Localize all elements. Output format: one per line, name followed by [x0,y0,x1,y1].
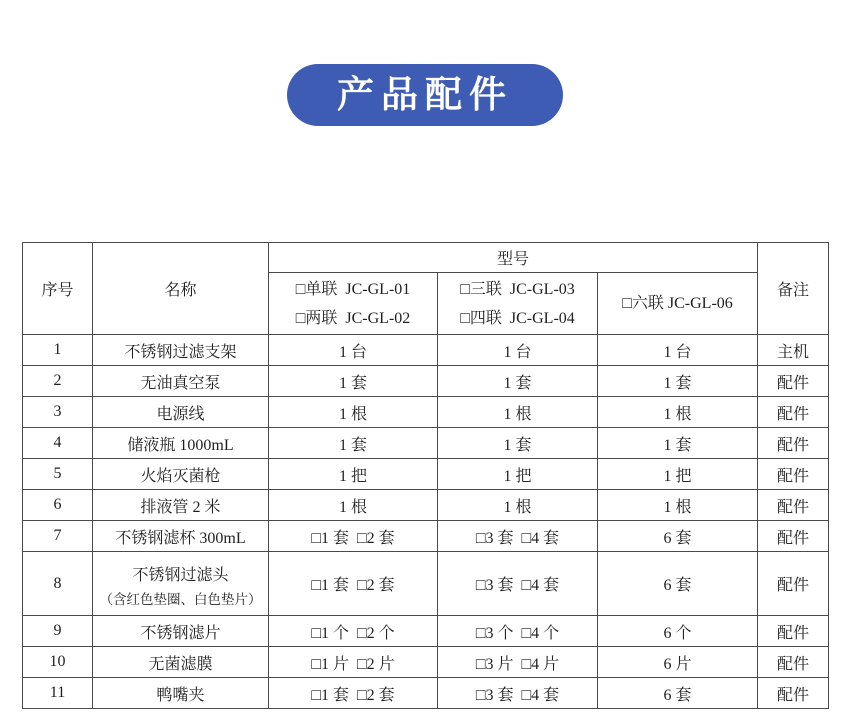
remark-cell: 配件 [758,521,829,552]
col-header-model-group: 型号 [269,243,758,273]
row-index-cell: 1 [23,335,93,366]
model-qty-cell: 1 根 [269,397,438,428]
table-row [23,490,829,521]
model-qty-cell: 1 台 [269,335,438,366]
row-index-cell: 4 [23,428,93,459]
row-index-cell: 6 [23,490,93,521]
table-row [23,616,829,647]
model-qty-cell: □1 个 □2 个 [269,616,438,647]
item-name: 无菌滤膜 [148,655,213,673]
row-index-cell: 11 [23,678,93,709]
item-name-cell [93,335,269,366]
item-name-cell [93,521,269,552]
model-qty-cell: 1 套 [269,428,438,459]
item-name-cell [93,428,269,459]
item-name-note: （含红色垫圈、白色垫片） [99,591,262,607]
remark-cell: 配件 [758,490,829,521]
row-index-cell: 2 [23,366,93,397]
col-header-model-option: □单联 JC-GL-01 □两联 JC-GL-02 [269,273,438,335]
model-qty-cell: □3 套 □4 套 [438,678,598,709]
row-index-cell: 5 [23,459,93,490]
model-qty-cell: 1 把 [438,459,598,490]
item-name: 鸭嘴夹 [156,686,205,704]
model-qty-cell: □3 片 □4 片 [438,647,598,678]
model-qty-cell: 6 套 [598,678,758,709]
item-name: 不锈钢过滤支架 [124,343,237,361]
model-qty-cell: □1 套 □2 套 [269,678,438,709]
table-row [23,459,829,490]
item-name: 储液瓶 1000mL [127,436,234,454]
accessories-table-wrap [22,242,828,709]
model-qty-cell: 6 片 [598,647,758,678]
table-row [23,521,829,552]
remark-cell: 配件 [758,428,829,459]
item-name-cell [93,647,269,678]
model-qty-cell: □3 套 □4 套 [438,521,598,552]
model-qty-cell: □1 套 □2 套 [269,552,438,616]
col-header-remark: 备注 [758,243,829,335]
remark-cell: 配件 [758,552,829,616]
model-qty-cell: 6 套 [598,521,758,552]
item-name-cell [93,459,269,490]
row-index-cell: 9 [23,616,93,647]
model-qty-cell: 1 套 [598,366,758,397]
item-name: 不锈钢过滤头 [132,566,229,584]
remark-cell: 配件 [758,366,829,397]
remark-cell: 配件 [758,459,829,490]
table-row [23,366,829,397]
row-index-cell: 7 [23,521,93,552]
model-qty-cell: 1 根 [598,397,758,428]
col-header-model-option: □六联 JC-GL-06 [598,273,758,335]
remark-cell: 配件 [758,397,829,428]
model-qty-cell: □1 片 □2 片 [269,647,438,678]
remark-cell: 配件 [758,678,829,709]
model-qty-cell: □1 套 □2 套 [269,521,438,552]
model-qty-cell: 1 套 [269,366,438,397]
item-name-cell [93,678,269,709]
item-name-cell [93,552,269,616]
row-index-cell: 10 [23,647,93,678]
col-header-model-option: □三联 JC-GL-03 □四联 JC-GL-04 [438,273,598,335]
model-qty-cell: □3 套 □4 套 [438,552,598,616]
model-qty-cell: □3 个 □4 个 [438,616,598,647]
section-title-badge: 产品配件 [287,64,563,126]
model-qty-cell: 1 套 [598,428,758,459]
table-row [23,335,829,366]
item-name: 排液管 2 米 [140,498,221,516]
model-qty-cell: 1 把 [269,459,438,490]
model-qty-cell: 6 套 [598,552,758,616]
remark-cell: 配件 [758,647,829,678]
model-qty-cell: 1 根 [598,490,758,521]
item-name: 不锈钢滤杯 300mL [115,529,246,547]
col-header-name: 名称 [93,243,269,335]
model-qty-cell: 1 把 [598,459,758,490]
row-index-cell: 3 [23,397,93,428]
item-name-cell [93,397,269,428]
item-name-cell [93,616,269,647]
model-qty-cell: 1 台 [438,335,598,366]
model-qty-cell: 1 套 [438,366,598,397]
item-name: 不锈钢滤片 [140,624,221,642]
table-row [23,647,829,678]
model-qty-cell: 1 套 [438,428,598,459]
remark-cell: 主机 [758,335,829,366]
item-name: 电源线 [156,405,205,423]
table-row [23,552,829,616]
model-qty-cell: 1 根 [269,490,438,521]
table-row [23,428,829,459]
model-qty-cell: 1 根 [438,490,598,521]
table-row [23,678,829,709]
item-name-cell [93,366,269,397]
badge-row [0,64,850,126]
item-name: 火焰灭菌枪 [140,467,221,485]
item-name: 无油真空泵 [140,374,221,392]
col-header-index: 序号 [23,243,93,335]
item-name-cell [93,490,269,521]
table-row [23,397,829,428]
model-qty-cell: 1 根 [438,397,598,428]
accessories-table [22,242,829,709]
remark-cell: 配件 [758,616,829,647]
row-index-cell: 8 [23,552,93,616]
model-qty-cell: 6 个 [598,616,758,647]
model-qty-cell: 1 台 [598,335,758,366]
